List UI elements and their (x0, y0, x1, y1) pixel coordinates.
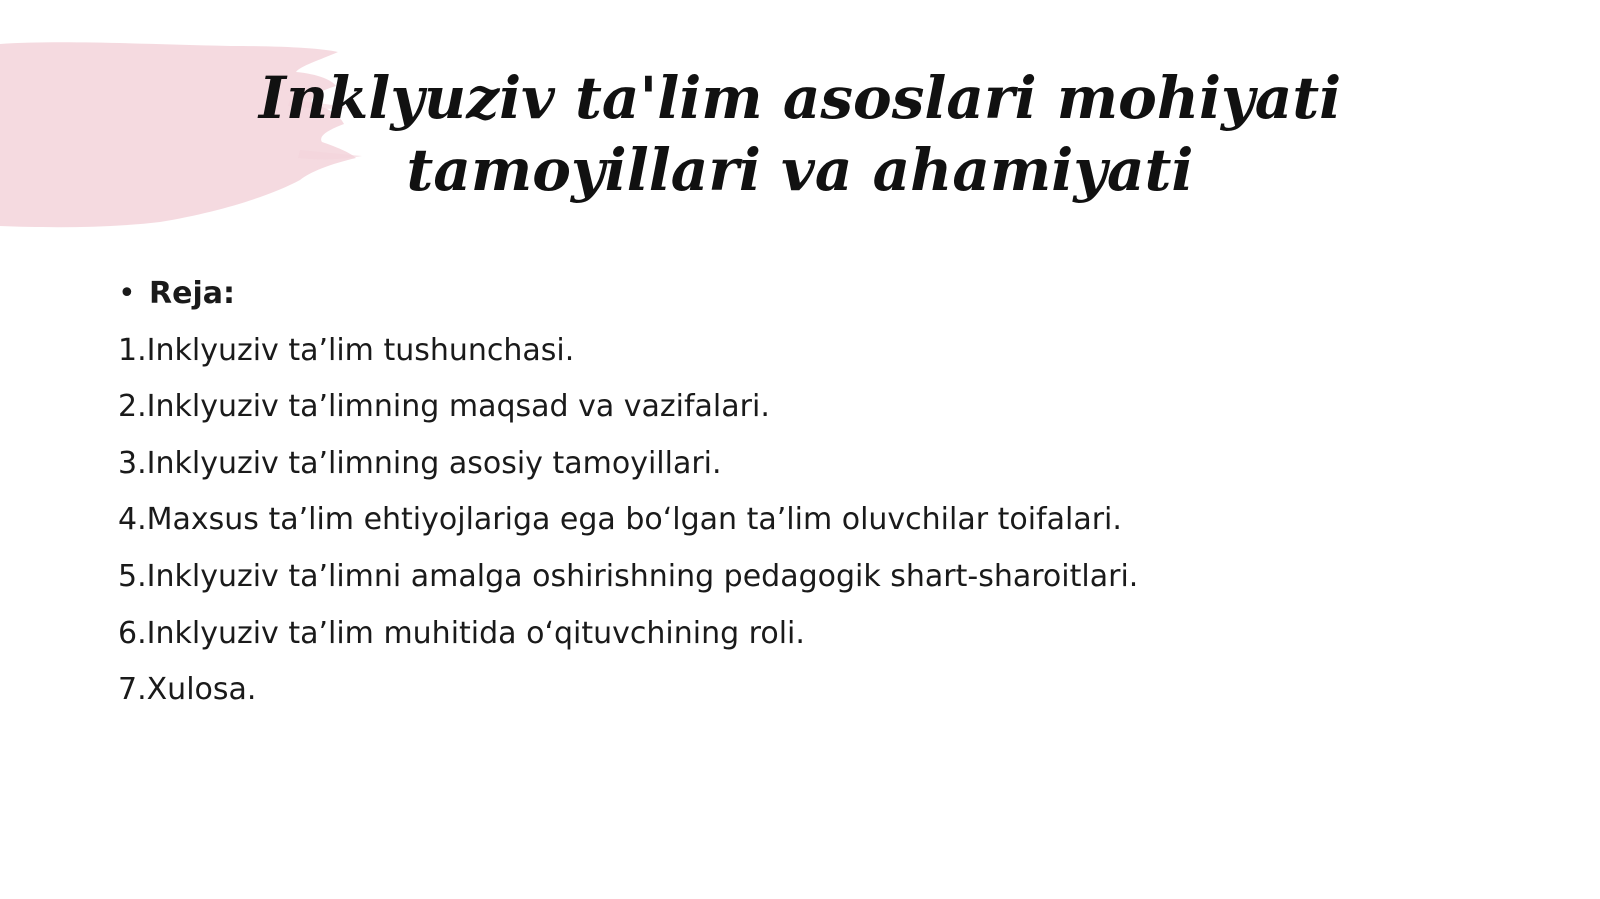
plan-heading-label: Reja: (149, 276, 235, 311)
list-item (118, 436, 1418, 493)
item-text: Inklyuziv ta’limning maqsad va vazifalari. (146, 389, 770, 425)
bullet-icon: • (118, 276, 136, 311)
item-number: 5. (118, 558, 147, 594)
list-item (118, 662, 1418, 719)
item-text: Inklyuziv ta’limning asosiy tamoyillari. (146, 445, 722, 481)
item-number: 7. (118, 672, 147, 708)
item-text: Inklyuziv ta’limni amalga oshirishning pedagogik shart-sharoitlari. (146, 558, 1139, 594)
list-item (118, 379, 1418, 436)
item-number: 2. (118, 389, 147, 425)
item-number: 1. (118, 332, 147, 368)
list-item (118, 492, 1418, 549)
plan-list (118, 266, 1418, 719)
item-number: 3. (118, 445, 147, 481)
item-text: Xulosa. (146, 672, 257, 708)
item-number: 6. (118, 615, 147, 651)
item-text: Maxsus ta’lim ehtiyojlariga ega bo‘lgan ta’lim oluvchilar toifalari. (146, 502, 1122, 538)
list-item (118, 549, 1418, 606)
item-text: Inklyuziv ta’lim muhitida o‘qituvchining roli. (146, 615, 805, 651)
item-text: Inklyuziv ta’lim tushunchasi. (146, 332, 575, 368)
plan-heading (118, 266, 1418, 323)
item-number: 4. (118, 502, 147, 538)
slide-title: Inklyuziv ta'lim asoslari mohiyati tamoyillari va ahamiyati (258, 64, 1342, 204)
list-item (118, 323, 1418, 380)
list-item (118, 606, 1418, 663)
